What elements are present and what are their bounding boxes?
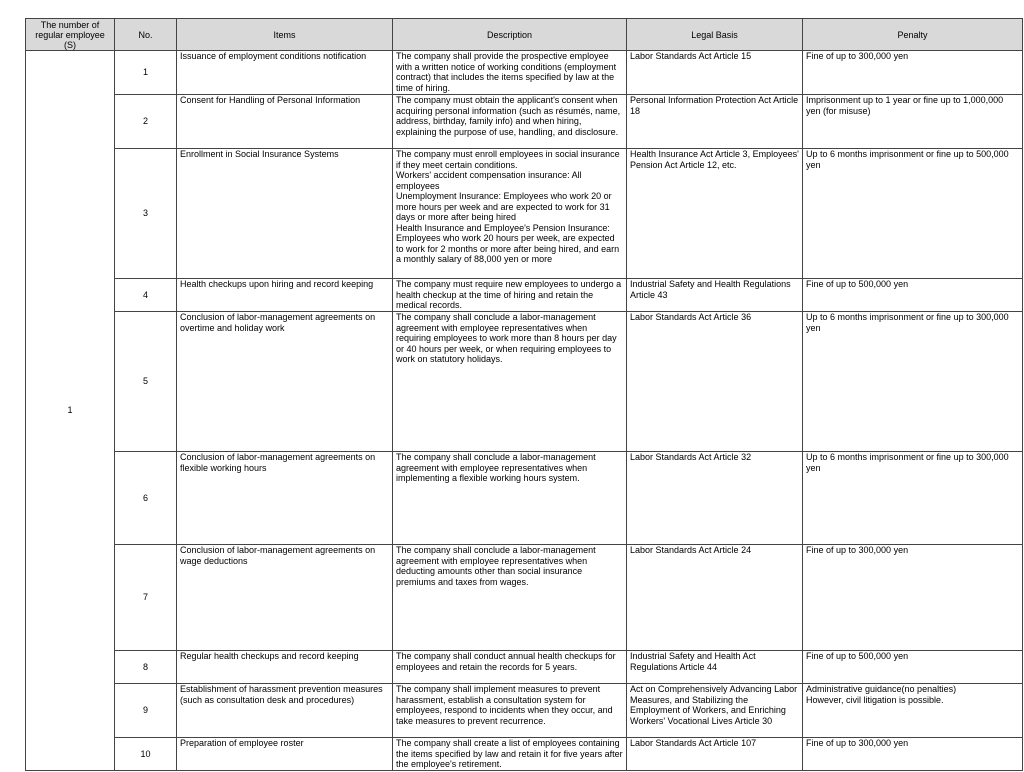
penalty-cell: Fine of up to 500,000 yen <box>803 279 1023 312</box>
item-cell: Regular health checkups and record keeping <box>177 651 393 684</box>
table-row <box>26 51 1023 95</box>
item-cell: Consent for Handling of Personal Information <box>177 95 393 149</box>
header-penalty: Penalty <box>803 19 1023 51</box>
penalty-cell: Up to 6 months imprisonment or fine up to 300,000 yen <box>803 312 1023 452</box>
table-row <box>26 738 1023 771</box>
item-cell: Preparation of employee roster <box>177 738 393 771</box>
description-cell: The company shall conduct annual health checkups for employees and retain the records for 5 years. <box>393 651 627 684</box>
table-body <box>26 51 1023 771</box>
item-cell: Establishment of harassment prevention measures (such as consultation desk and procedures) <box>177 684 393 738</box>
description-cell: The company must enroll employees in social insurance if they meet certain conditions. Workers' accident compensation insurance: All employees Unemployment Insurance: Employees who work 20 or more hours per week and are expected to work for 31 days or more after being hired Health Insurance and Employee's Pension Insurance: Employees who work 20 hours per week, are expected to work for 2 months or more after being hired, and earn a monthly salary of 88,000 yen or more <box>393 149 627 279</box>
item-cell: Health checkups upon hiring and record keeping <box>177 279 393 312</box>
legal-basis-cell: Labor Standards Act Article 15 <box>627 51 803 95</box>
legal-basis-cell: Labor Standards Act Article 24 <box>627 545 803 651</box>
table-row <box>26 95 1023 149</box>
table-row <box>26 149 1023 279</box>
description-cell: The company must require new employees to undergo a health checkup at the time of hiring and retain the medical records. <box>393 279 627 312</box>
legal-basis-cell: Health Insurance Act Article 3, Employees' Pension Act Article 12, etc. <box>627 149 803 279</box>
legal-basis-cell: Industrial Safety and Health Regulations Article 43 <box>627 279 803 312</box>
legal-basis-cell: Labor Standards Act Article 107 <box>627 738 803 771</box>
legal-basis-cell: Act on Comprehensively Advancing Labor Measures, and Stabilizing the Employment of Workers, and Enriching Workers' Vocational Lives Article 30 <box>627 684 803 738</box>
header-no: No. <box>115 19 177 51</box>
penalty-cell: Fine of up to 300,000 yen <box>803 738 1023 771</box>
item-cell: Conclusion of labor-management agreements on flexible working hours <box>177 452 393 545</box>
table-row <box>26 279 1023 312</box>
table-row <box>26 452 1023 545</box>
penalty-cell: Up to 6 months imprisonment or fine up to 300,000 yen <box>803 452 1023 545</box>
header-items: Items <box>177 19 393 51</box>
description-cell: The company shall implement measures to prevent harassment, establish a consultation system for employees, respond to incidents when they occur, and take measures to prevent recurrence. <box>393 684 627 738</box>
description-cell: The company shall create a list of employees containing the items specified by law and retain it for five years after the employee's retirement. <box>393 738 627 771</box>
description-cell: The company shall conclude a labor-management agreement with employee representatives when implementing a flexible working hours system. <box>393 452 627 545</box>
description-cell: The company must obtain the applicant's consent when acquiring personal information (such as résumés, name, address, birthday, family info) and when hiring, explaining the purpose of use, handling, and disclosure. <box>393 95 627 149</box>
item-cell: Conclusion of labor-management agreements on wage deductions <box>177 545 393 651</box>
row-number-cell: 9 <box>115 684 177 738</box>
row-number-cell: 10 <box>115 738 177 771</box>
row-number-cell: 3 <box>115 149 177 279</box>
penalty-cell: Fine of up to 300,000 yen <box>803 51 1023 95</box>
table-row <box>26 312 1023 452</box>
legal-basis-cell: Labor Standards Act Article 36 <box>627 312 803 452</box>
penalty-cell: Fine of up to 300,000 yen <box>803 545 1023 651</box>
legal-basis-cell: Personal Information Protection Act Article 18 <box>627 95 803 149</box>
item-cell: Enrollment in Social Insurance Systems <box>177 149 393 279</box>
penalty-cell: Fine of up to 500,000 yen <box>803 651 1023 684</box>
row-number-cell: 8 <box>115 651 177 684</box>
table-row <box>26 684 1023 738</box>
row-number-cell: 6 <box>115 452 177 545</box>
legal-basis-cell: Labor Standards Act Article 32 <box>627 452 803 545</box>
description-cell: The company shall provide the prospective employee with a written notice of working conditions (employment contract) that includes the items specified by law at the time of hiring. <box>393 51 627 95</box>
description-cell: The company shall conclude a labor-management agreement with employee representatives when requiring employees to work more than 8 hours per day or 40 hours per week, or when requiring employees to work on statutory holidays. <box>393 312 627 452</box>
compliance-table <box>25 18 1023 771</box>
legal-basis-cell: Industrial Safety and Health Act Regulations Article 44 <box>627 651 803 684</box>
table-row <box>26 651 1023 684</box>
table-row <box>26 545 1023 651</box>
description-cell: The company shall conclude a labor-management agreement with employee representatives when deducting amounts other than social insurance premiums and taxes from wages. <box>393 545 627 651</box>
row-number-cell: 2 <box>115 95 177 149</box>
header-row <box>26 19 1023 51</box>
header-legal-basis: Legal Basis <box>627 19 803 51</box>
row-number-cell: 7 <box>115 545 177 651</box>
employee-count-group-cell: 1 <box>26 51 115 771</box>
header-description: Description <box>393 19 627 51</box>
item-cell: Conclusion of labor-management agreements on overtime and holiday work <box>177 312 393 452</box>
row-number-cell: 4 <box>115 279 177 312</box>
row-number-cell: 1 <box>115 51 177 95</box>
penalty-cell: Up to 6 months imprisonment or fine up to 500,000 yen <box>803 149 1023 279</box>
header-employee-count: The number of regular employee (S) <box>26 19 115 51</box>
item-cell: Issuance of employment conditions notification <box>177 51 393 95</box>
penalty-cell: Administrative guidance(no penalties) However, civil litigation is possible. <box>803 684 1023 738</box>
penalty-cell: Imprisonment up to 1 year or fine up to 1,000,000 yen (for misuse) <box>803 95 1023 149</box>
row-number-cell: 5 <box>115 312 177 452</box>
